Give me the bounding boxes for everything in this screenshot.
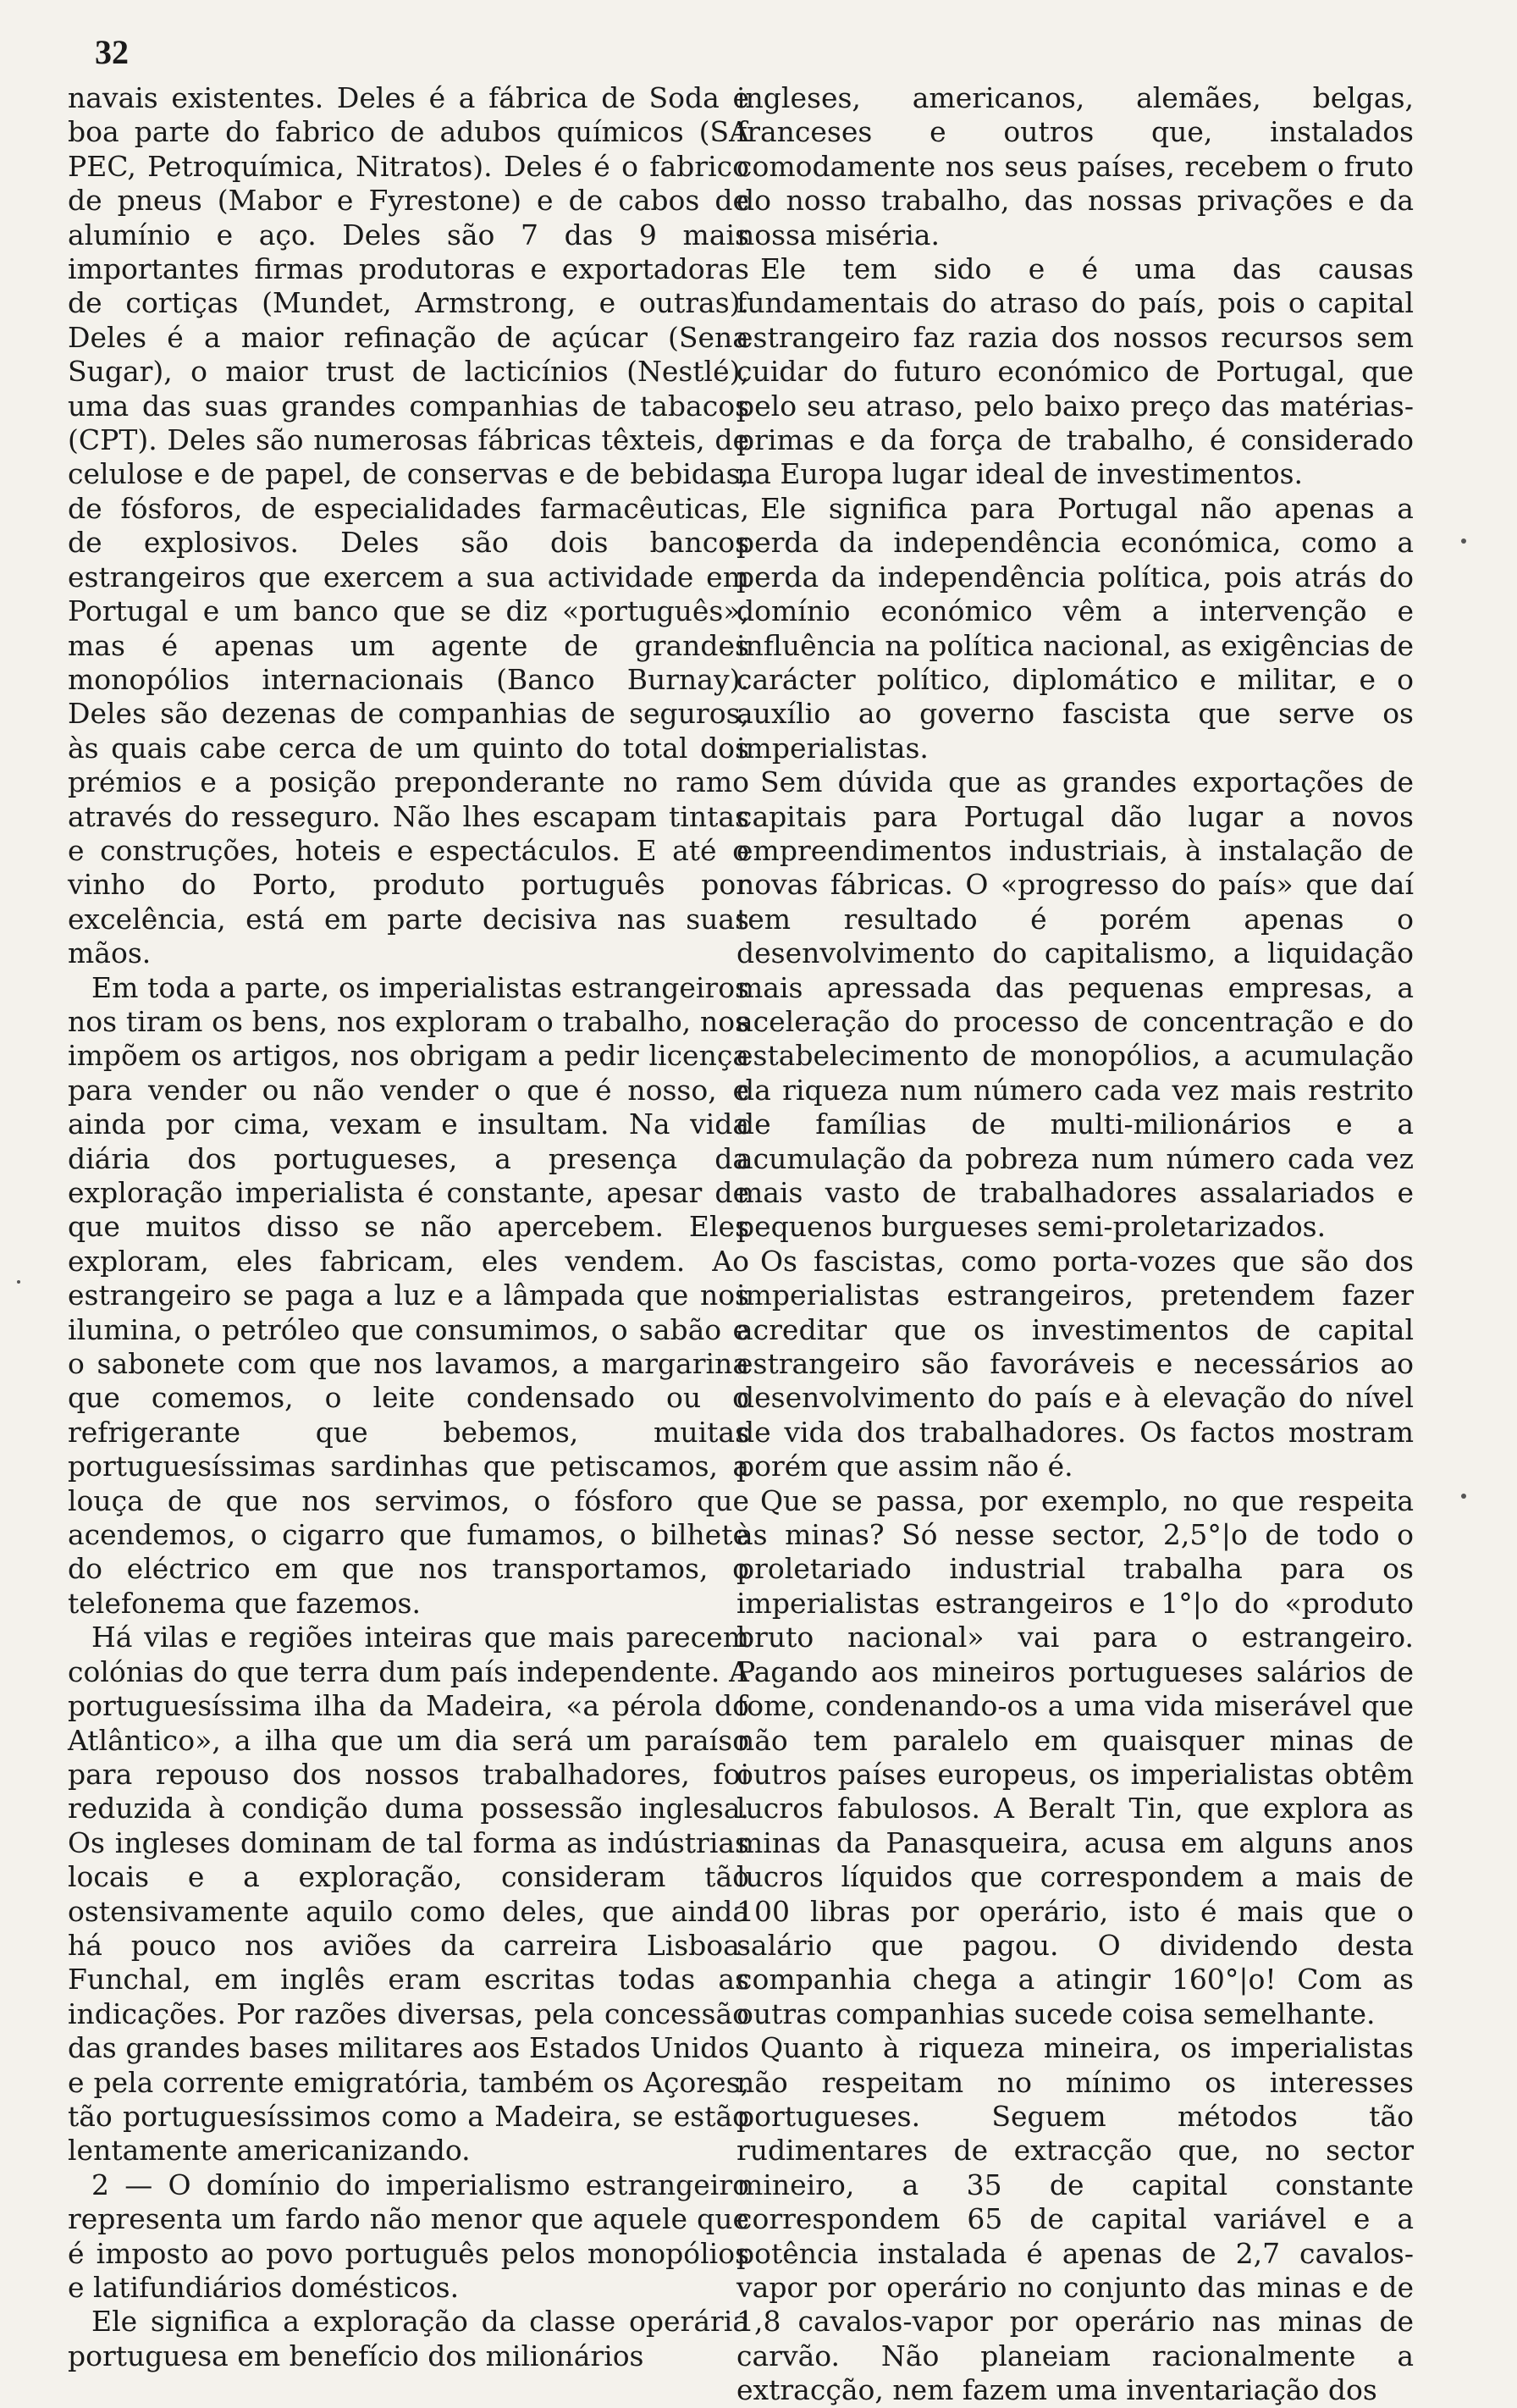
- paragraph: navais existentes. Deles é a fábrica de Soda e boa parte do fabrico de adubos químicos (SA PEC, Petroquímica, Nitratos). Deles é o fabrico de pneus (Mabor e Fyrestone) e de cabos de alumínio e aço. Deles são 7 das 9 mais importantes firmas produtoras e exportadoras de cortiças (Mundet, Armstrong, e outras). Deles é a maior refinação de açúcar (Sena Sugar), o maior trust de lacticínios (Nestlé), uma das suas grandes companhias de tabacos (CPT). Deles são numerosas fábricas têxteis, de celulose e de papel, de conservas e de bebidas, de fósforos, de especialidades farmacêuticas, de explosivos. Deles são dois bancos estrangeiros que exercem a sua actividade em Portugal e um banco que se diz «português», mas é apenas um agente de grandes monopólios internacionais (Banco Burnay). Deles são dezenas de companhias de seguros, às quais cabe cerca de um quinto do total dos prémios e a posição preponderante no ramo através do resseguro. Não lhes escapam tintas e construções, hoteis e espectáculos. E até o vinho do Porto, produto português por excelência, está em parte decisiva nas suas mãos.: [68, 81, 749, 970]
- paragraph: Ele significa para Portugal não apenas a perda da independência económica, como a perda da independência política, pois atrás do domínio económico vêm a intervenção e influência na política nacional, as exigências de carácter político, diplomático e militar, e o auxílio ao governo fascista que serve os imperialistas.: [736, 491, 1414, 765]
- paragraph: Quanto à riqueza mineira, os imperialistas não respeitam no mínimo os interesses portugueses. Seguem métodos tão rudimentares de extracção que, no sector mineiro, a 35 de capital constante correspondem 65 de capital variável e a potência instalada é apenas de 2,7 cavalos-vapor por operário no conjunto das minas e de 1,8 cavalos-vapor por operário nas minas de carvão. Não planeiam racionalmente a extracção, nem fazem uma inventariação dos: [736, 2031, 1414, 2407]
- paragraph: 2 — O domínio do imperialismo estrangeiro representa um fardo não menor que aquele que é imposto ao povo português pelos monopólios e latifundiários domésticos.: [68, 2168, 749, 2304]
- print-speck: [1461, 1494, 1466, 1499]
- paragraph: Há vilas e regiões inteiras que mais parecem colónias do que terra dum país independente. A portuguesíssima ilha da Madeira, «a pérola do Atlântico», a ilha que um dia será um paraíso para repouso dos nossos trabalhadores, foi reduzida à condição duma possessão inglesa. Os ingleses dominam de tal forma as indústrias locais e a exploração, consideram tão ostensivamente aquilo como deles, que ainda há pouco nos aviões da carreira Lisboa-Funchal, em inglês eram escritas todas as indicações. Por razões diversas, pela concessão das grandes bases militares aos Estados Unidos e pela corrente emigratória, também os Açores, tão portuguesíssimos como a Madeira, se estão lentamente americanizando.: [68, 1621, 749, 2168]
- paragraph: Sem dúvida que as grandes exportações de capitais para Portugal dão lugar a novos empreendimentos industriais, à instalação de novas fábricas. O «progresso do país» que daí tem resultado é porém apenas o desenvolvimento do capitalismo, a liquidação mais apressada das pequenas empresas, a aceleração do processo de concentração e do estabelecimento de monopólios, a acumulação da riqueza num número cada vez mais restrito de famílias de multi-milionários e a acumulação da pobreza num número cada vez mais vasto de trabalhadores assalariados e pequenos burgueses semi-proletarizados.: [736, 765, 1414, 1244]
- right-column: [736, 81, 1414, 2408]
- left-column: [68, 81, 749, 2373]
- page-number: 32: [95, 33, 129, 71]
- paragraph: Que se passa, por exemplo, no que respeita às minas? Só nesse sector, 2,5°|o de todo o proletariado industrial trabalha para os imperialistas estrangeiros e 1°|o do «produto bruto nacional» vai para o estrangeiro. Pagando aos mineiros portugueses salários de fome, condenando-os a uma vida miserável que não tem paralelo em quaisquer minas de outros países europeus, os imperialistas obtêm lucros fabulosos. A Beralt Tin, que explora as minas da Panasqueira, acusa em alguns anos lucros líquidos que correspondem a mais de 100 libras por operário, isto é mais que o salário que pagou. O dividendo desta companhia chega a atingir 160°|o! Com as outras companhias sucede coisa semelhante.: [736, 1483, 1414, 2030]
- paragraph: ingleses, americanos, alemães, belgas, franceses e outros que, instalados comodamente nos seus países, recebem o fruto do nosso trabalho, das nossas privações e da nossa miséria.: [736, 81, 1414, 251]
- paragraph: Em toda a parte, os imperialistas estrangeiros nos tiram os bens, nos exploram o trabalho, nos impõem os artigos, nos obrigam a pedir licença para vender ou não vender o que é nosso, e ainda por cima, vexam e insultam. Na vida diária dos portugueses, a presença da exploração imperialista é constante, apesar de que muitos disso se não apercebem. Eles exploram, eles fabricam, eles vendem. Ao estrangeiro se paga a luz e a lâmpada que nos ilumina, o petróleo que consumimos, o sabão e o sabonete com que nos lavamos, a margarina que comemos, o leite condensado ou o refrigerante que bebemos, muitas portuguesíssimas sardinhas que petiscamos, a louça de que nos servimos, o fósforo que acendemos, o cigarro que fumamos, o bilhete do eléctrico em que nos transportamos, o telefonema que fazemos.: [68, 970, 749, 1620]
- paragraph: Ele significa a exploração da classe operária portuguesa em benefício dos milionários: [68, 2305, 749, 2372]
- paragraph: Os fascistas, como porta-vozes que são dos imperialistas estrangeiros, pretendem fazer acreditar que os investimentos de capital estrangeiro são favoráveis e necessários ao desenvolvimento do país e à elevação do nível de vida dos trabalhadores. Os factos mostram porém que assim não é.: [736, 1244, 1414, 1483]
- print-speck: [17, 1280, 20, 1284]
- print-speck: [1461, 538, 1466, 544]
- paragraph: Ele tem sido e é uma das causas fundamentais do atraso do país, pois o capital estrangeiro faz razia dos nossos recursos sem cuidar do futuro económico de Portugal, que pelo seu atraso, pelo baixo preço das matérias-primas e da força de trabalho, é considerado na Europa lugar ideal de investimentos.: [736, 252, 1414, 491]
